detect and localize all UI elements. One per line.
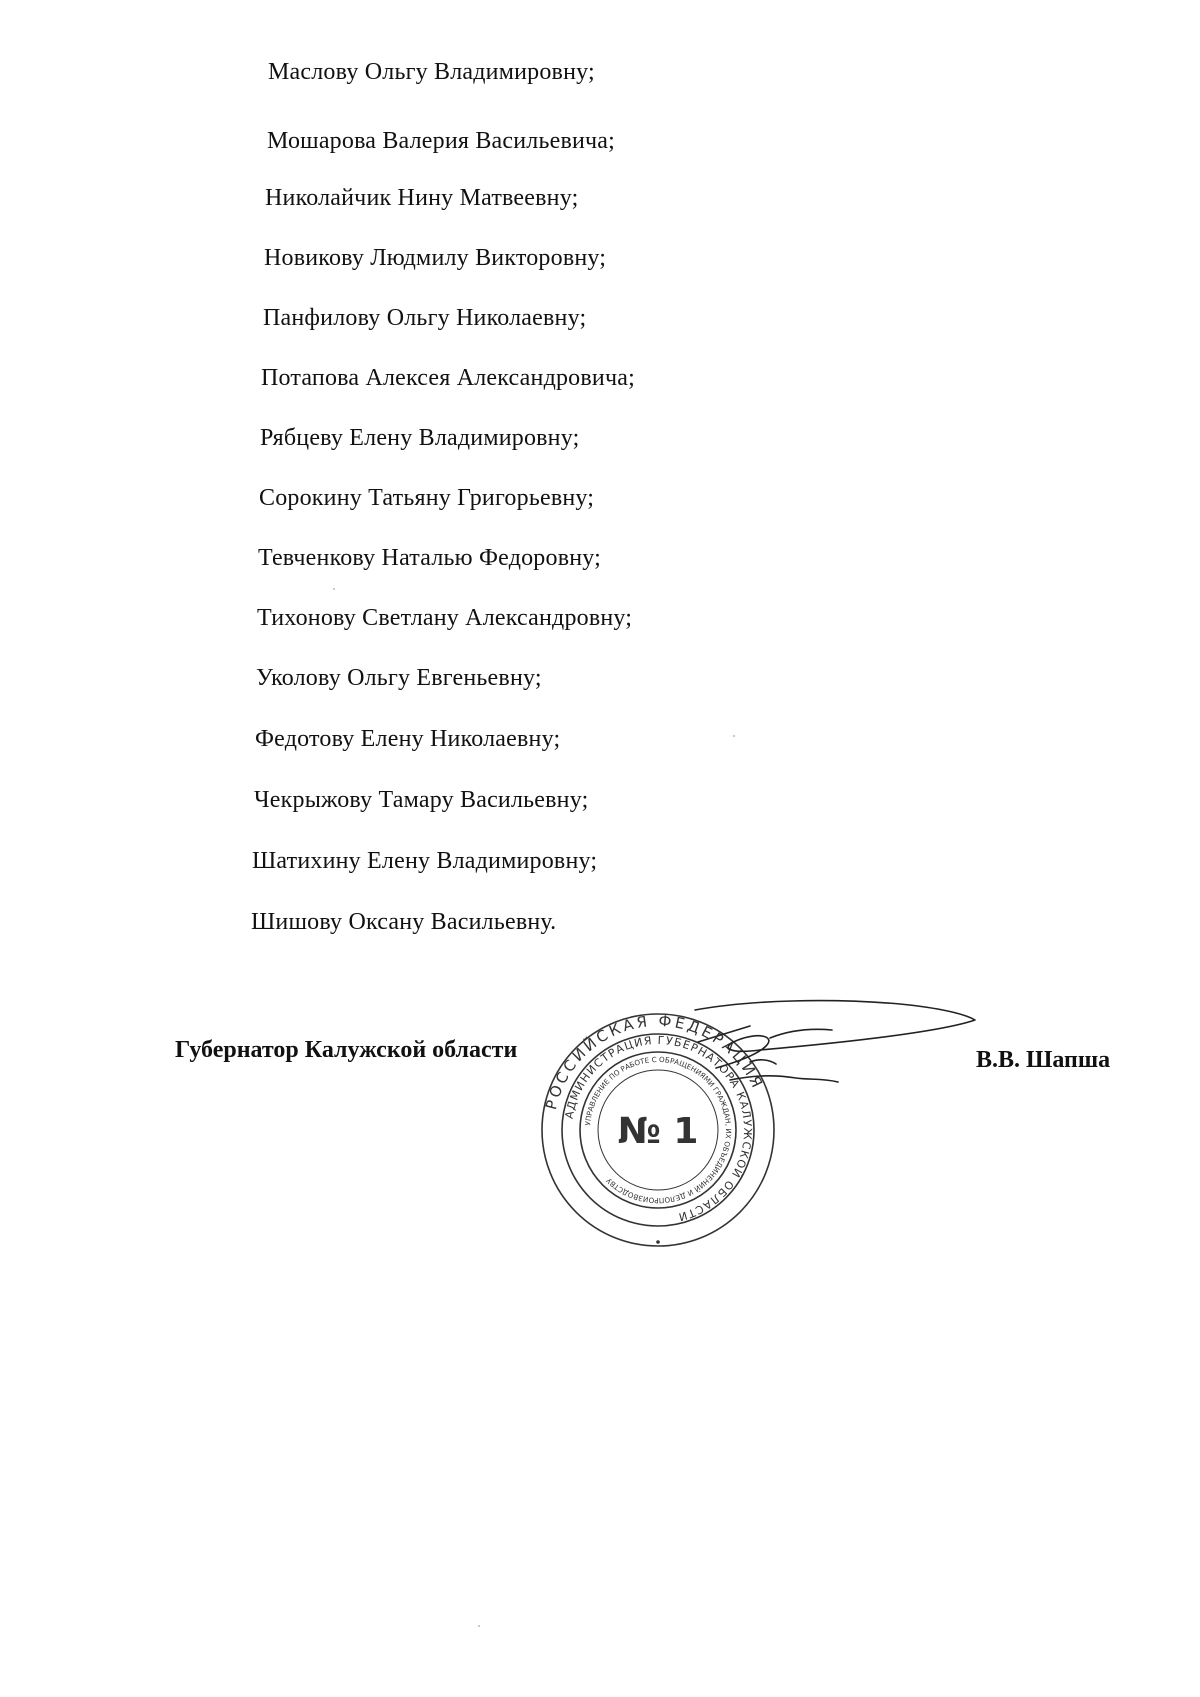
signature-block xyxy=(0,990,1200,1250)
governor-title: Губернатор Калужской области xyxy=(175,1037,518,1063)
list-item: Маслову Ольгу Владимировну; xyxy=(268,59,595,85)
list-item: Федотову Елену Николаевну; xyxy=(255,726,561,752)
list-item: Сорокину Татьяну Григорьевну; xyxy=(259,485,595,511)
list-item: Панфилову Ольгу Николаевну; xyxy=(263,305,587,331)
seal-inner-text: УПРАВЛЕНИЕ ПО РАБОТЕ С ОБРАЩЕНИЯМИ ГРАЖДАН, ИХ ОБЪЕДИНЕНИЙ И ДЕЛОПРОИЗВОДСТВУ xyxy=(583,1054,734,1206)
list-item: Уколову Ольгу Евгеньевну; xyxy=(256,665,542,691)
scan-speck xyxy=(478,1625,480,1627)
scan-speck xyxy=(733,735,735,737)
list-item: Мошарова Валерия Васильевича; xyxy=(267,128,616,154)
list-item: Шатихину Елену Владимировну; xyxy=(252,848,598,874)
list-item: Потапова Алексея Александровича; xyxy=(261,365,635,391)
list-item: Тихонову Светлану Александровну; xyxy=(257,605,633,631)
list-item: Тевченкову Наталью Федоровну; xyxy=(258,545,602,571)
list-item: Шишову Оксану Васильевну. xyxy=(251,909,557,935)
governor-name: В.В. Шапша xyxy=(976,1047,1111,1073)
list-item: Рябцеву Елену Владимировну; xyxy=(260,425,580,451)
seal-number: № 1 xyxy=(617,1111,699,1152)
list-item: Николайчик Нину Матвеевну; xyxy=(265,185,579,211)
list-item: Чекрыжову Тамару Васильевну; xyxy=(254,787,589,813)
handwritten-signature-icon xyxy=(690,990,980,1120)
list-item: Новикову Людмилу Викторовну; xyxy=(264,245,607,271)
seal-ring-text: АДМИНИСТРАЦИЯ ГУБЕРНАТОРА КАЛУЖСКОЙ ОБЛАСТИ xyxy=(562,1033,755,1224)
scan-speck xyxy=(333,588,335,590)
seal-outer-text: РОССИЙСКАЯ ФЕДЕРАЦИЯ xyxy=(542,1011,768,1112)
